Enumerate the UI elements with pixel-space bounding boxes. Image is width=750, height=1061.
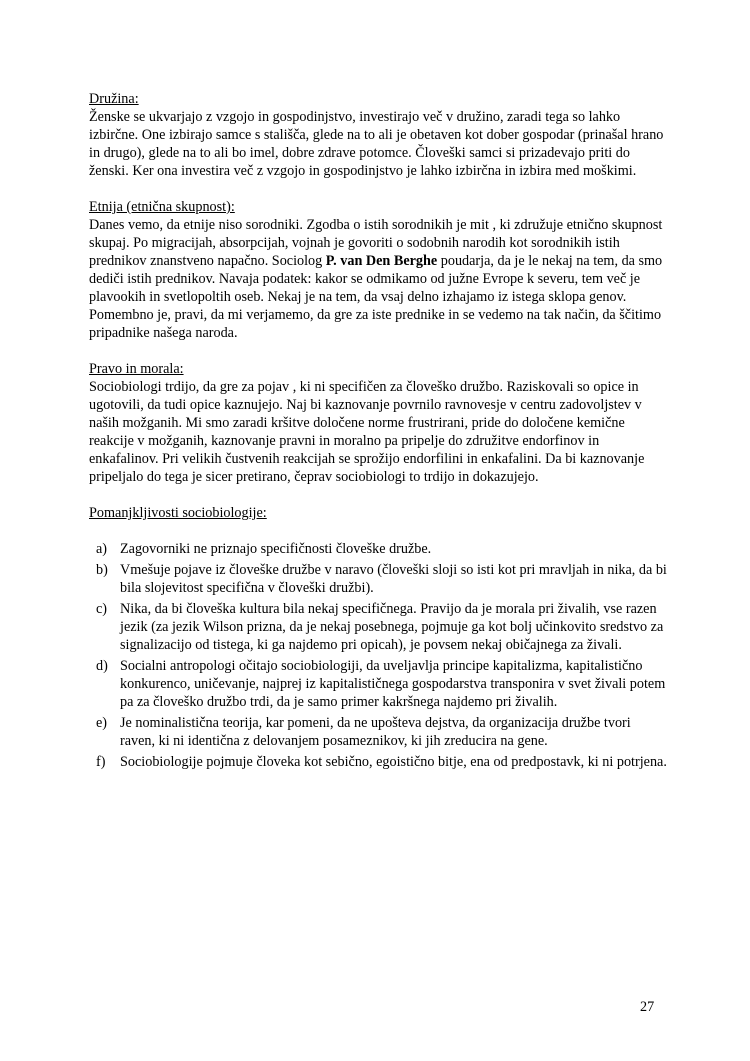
section-pravo-in-morala [89,360,669,486]
list-item [89,714,669,750]
section-body [89,216,669,342]
body-text: poudarja, da je le nekaj na tem, da smo dediči istih prednikov. Navaja podatek: kakor se odmikamo od južne Evrope k severu, tem več je plavookih in svetlopoltih oseb. Nekaj je na tem, da vsaj delno izhajamo iz istega sklopa genov. Pomembno je, pravi, da mi verjamemo, da gre za iste prednike in se vedemo na tak način, da ščitimo pripadnike našega naroda. [89,253,663,341]
section-druzina [89,90,669,180]
list-item-text: Socialni antropologi očitajo sociobiologiji, da uveljavlja principe kapitalizma, kapitalistično konkurenco, uničevanje, najprej iz kapitalističnega gospodarstva transponira v svet živali potem pa za človeško družbo trdi, da je samo primer kakršnega najdemo pri živalih. [120,658,666,710]
list-item-text: Vmešuje pojave iz človeške družbe v naravo (človeški sloji so isti kot pri mravljah in nika, da bi bila slojevitost specifična v človeški družbi). [120,562,667,596]
list-item [89,561,669,597]
list-item-text: Zagovorniki ne priznajo specifičnosti človeške družbe. [120,541,432,557]
list-marker: b) [96,562,108,578]
list-item [89,540,669,558]
section-heading: Pomanjkljivosti sociobiologije: [89,505,267,521]
list-marker: a) [96,541,108,557]
section-heading: Pravo in morala: [89,361,184,377]
section-body: Ženske se ukvarjajo z vzgojo in gospodinjstvo, investirajo več v družino, zaradi tega so lahko izbirčne. One izbirajo samce s stališča, glede na to ali je obetaven kot dober gospodar (prinašal hrano in drugo), glede na to ali bo imel, dobre zdrave potomce. Človeški samci si prizadevajo priti do ženski. Ker ona investira več z vzgojo in gospodinjstvo je lahko izbirčna in izbira med moškimi. [89,109,664,179]
document-page [89,90,669,789]
section-heading: Družina: [89,91,139,107]
section-heading: Etnija (etnična skupnost): [89,199,235,215]
list-marker: f) [96,754,106,770]
section-etnija [89,198,669,342]
list-item-text: Je nominalistična teorija, kar pomeni, da ne upošteva dejstva, da organizacija družbe tvori raven, ki ni identična z delovanjem posameznikov, ki jih zreducira na gene. [120,715,631,749]
list-item [89,753,669,771]
list-marker: c) [96,601,108,617]
section-body: Sociobiologi trdijo, da gre za pojav , ki ni specifičen za človeško družbo. Raziskovali so opice in ugotovili, da tudi opice kaznujejo. Naj bi kaznovanje povrnilo ravnovesje v centru zadovoljstev v naših možganih. Mi smo zaradi kršitve določene norme frustrirani, pride do določene kemične reakcije v možganih, kaznovanje pravni in moralno pa pripelje do združitve endorfinov in enkafalinov. Pri velikih čustvenih reakcijah se sprožijo endorfilini in enkafalini. Da bi kaznovanje pripeljalo do tega je sicer pretirano, čeprav sociobiologi to trdijo in dokazujejo. [89,379,645,485]
list-item-text: Nika, da bi človeška kultura bila nekaj specifičnega. Pravijo da je morala pri živalih, vse razen jezik (za jezik Wilson prizna, da je nekaj posebnega, pojmuje ga kot bolj učinkovito sredstvo za signalizacijo od tistega, ki ga najdemo pri opicah), je povsem nekaj običajnega za živali. [120,601,664,653]
list-marker: e) [96,715,108,731]
author-name: P. van Den Berghe [325,253,438,269]
page-number: 27 [640,999,655,1015]
list-item [89,657,669,711]
list-item [89,600,669,654]
shortcomings-list [89,540,669,771]
body-text: Danes vemo, da etnije niso sorodniki. Zgodba o istih sorodnikih je mit , ki združuje etnično skupnost skupaj. Po migracijah, absorpcijah, vojnah je govoriti o sodobnih narodih kot sorodnikih istih prednikov znanstveno napačno. Sociolog [89,217,663,269]
section-shortcomings [89,504,669,771]
list-marker: d) [96,658,108,674]
list-item-text: Sociobiologije pojmuje človeka kot sebično, egoistično bitje, ena od predpostavk, ki ni potrjena. [120,754,667,770]
